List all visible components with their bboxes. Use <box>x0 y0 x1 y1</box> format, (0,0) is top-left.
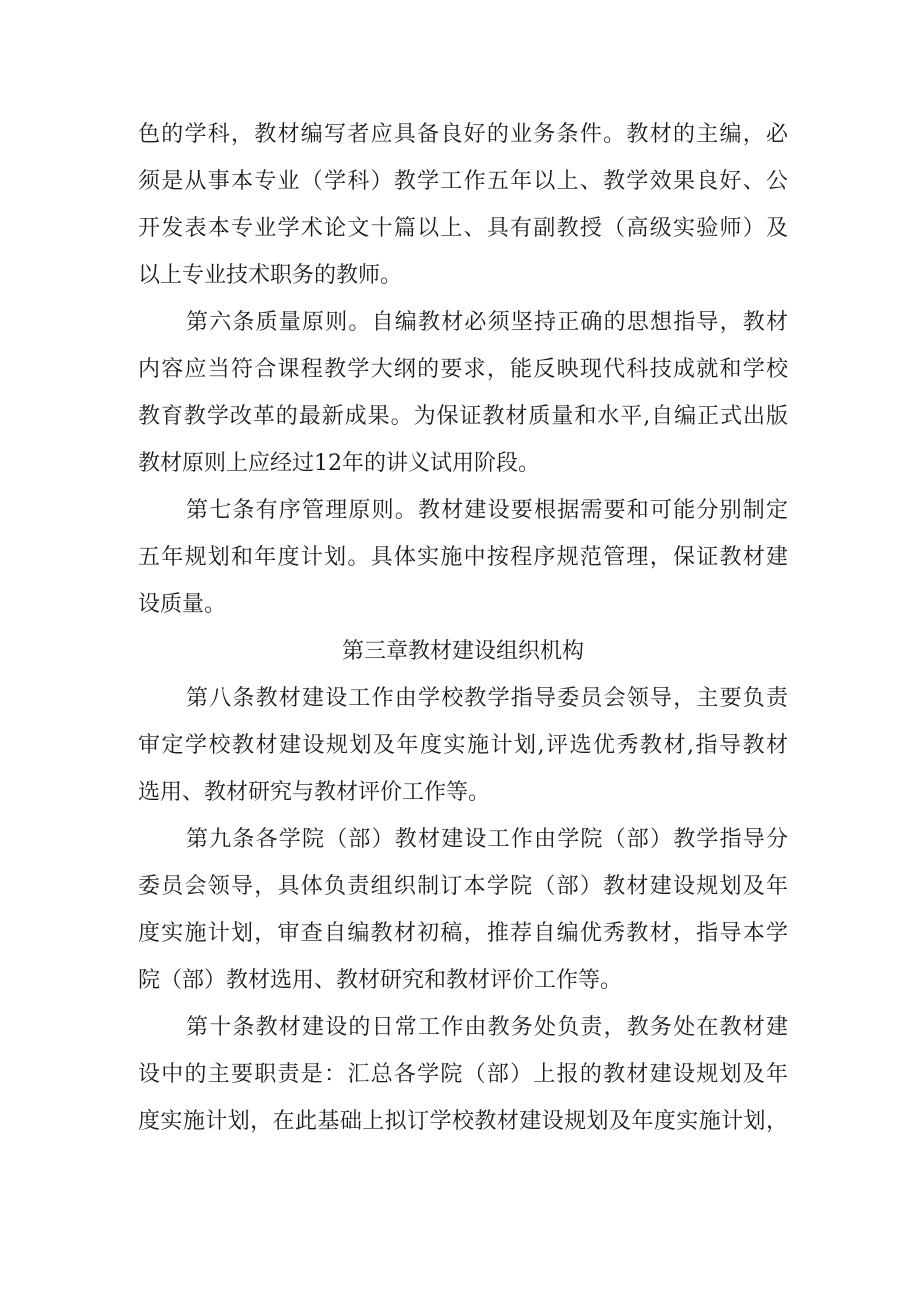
text-line: 内容应当符合课程教学大纲的要求，能反映现代科技成就和学校 <box>138 357 788 382</box>
text-line: 第十条教材建设的日常工作由教务处负责，教务处在教材建 <box>186 1015 788 1040</box>
text-line: 色的学科，教材编写者应具备良好的业务条件。教材的主编，必 <box>138 122 788 147</box>
paragraph-article-7 <box>138 487 788 628</box>
text-line: 教育教学改革的最新成果。为保证教材质量和水平,自编正式出版 <box>138 404 788 429</box>
document-body <box>138 111 788 1145</box>
text-line: 第六条质量原则。自编教材必须坚持正确的思想指导，教材 <box>186 310 788 335</box>
text-line: 院（部）教材选用、教材研究和教材评价工作等。 <box>138 968 623 993</box>
chapter-heading: 第三章教材建设组织机构 <box>341 639 584 664</box>
paragraph-article-6 <box>138 299 788 487</box>
text-line: 教材原则上应经过12年的讲义试用阶段。 <box>138 451 540 476</box>
paragraph-article-9 <box>138 816 788 1004</box>
text-line: 开发表本专业学术论文十篇以上、具有副教授（高级实验师）及 <box>138 216 788 241</box>
text-line: 选用、教材研究与教材评价工作等。 <box>138 780 491 805</box>
paragraph-article-10 <box>138 1004 788 1145</box>
text-line: 设质量。 <box>138 592 227 617</box>
text-line: 审定学校教材建设规划及年度实施计划,评选优秀教材,指导教材 <box>138 733 788 758</box>
text-line: 委员会领导，具体负责组织制订本学院（部）教材建设规划及年 <box>138 874 788 899</box>
paragraph-continuation <box>138 111 788 299</box>
text-line: 度实施计划，在此基础上拟订学校教材建设规划及年度实施计划， <box>138 1109 788 1134</box>
text-line: 设中的主要职责是：汇总各学院（部）上报的教材建设规划及年 <box>138 1062 788 1087</box>
text-line: 第七条有序管理原则。教材建设要根据需要和可能分别制定 <box>186 498 788 523</box>
paragraph-article-8 <box>138 675 788 816</box>
text-line: 度实施计划，审查自编教材初稿，推荐自编优秀教材，指导本学 <box>138 921 788 946</box>
text-line: 以上专业技术职务的教师。 <box>138 263 403 288</box>
text-line: 须是从事本专业（学科）教学工作五年以上、教学效果良好、公 <box>138 169 788 194</box>
text-line: 第九条各学院（部）教材建设工作由学院（部）教学指导分 <box>186 827 788 852</box>
text-line: 第八条教材建设工作由学校教学指导委员会领导，主要负责 <box>186 686 788 711</box>
text-line: 五年规划和年度计划。具体实施中按程序规范管理，保证教材建 <box>138 545 788 570</box>
